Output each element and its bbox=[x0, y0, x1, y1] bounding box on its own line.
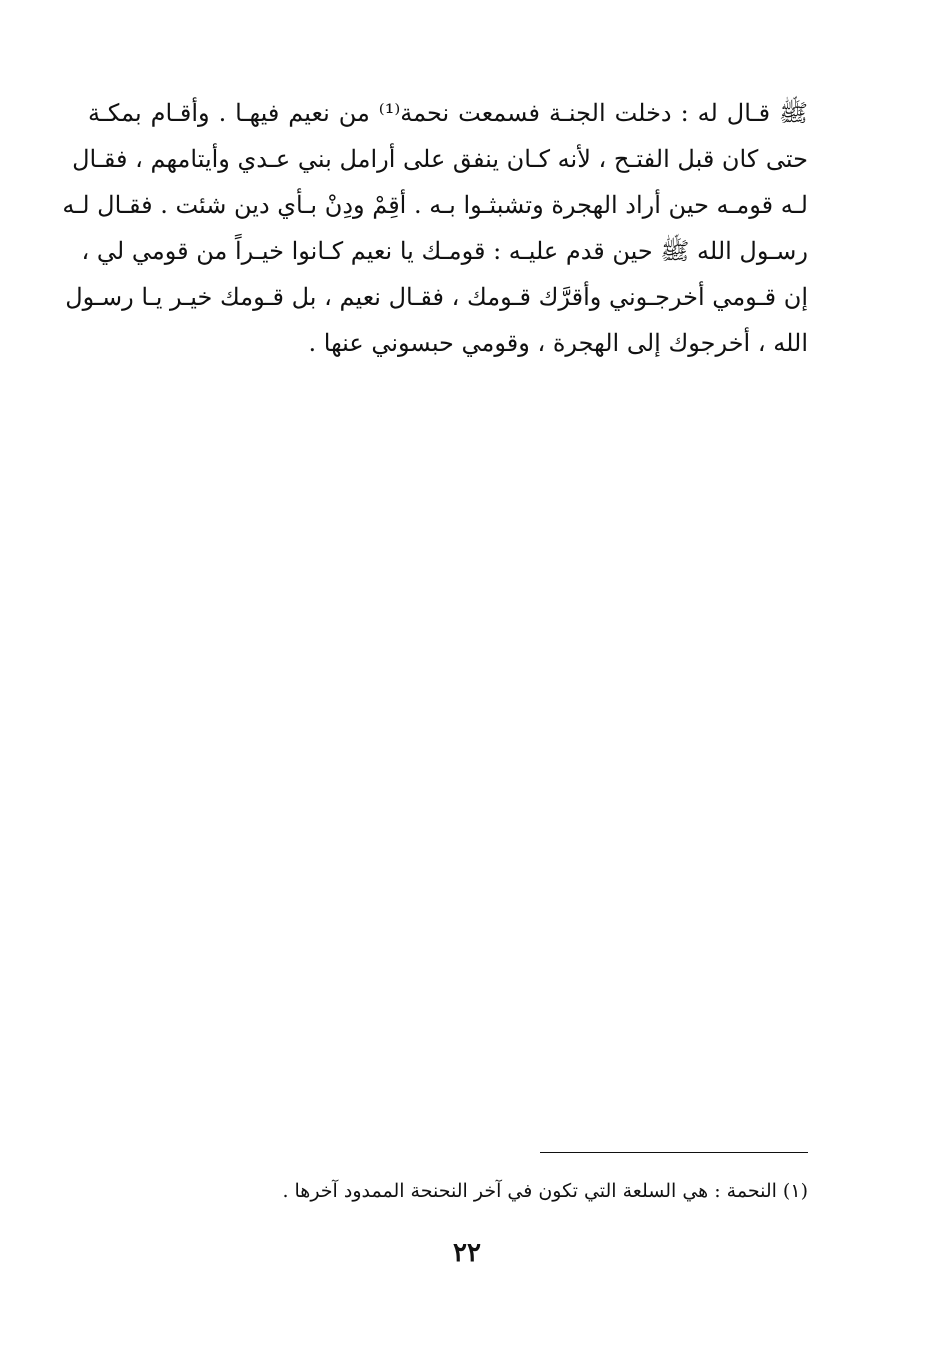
text-line: لـه قومـه حين أراد الهجرة وتشبثـوا بـه . أقِمْ ودِنْ بـأي دين شئت . فقـال لـه bbox=[62, 191, 808, 219]
footnote-divider bbox=[540, 1152, 808, 1153]
text-line: حتى كان قبل الفتـح ، لأنه كـان ينفق على أرامل بني عـدي وأيتامهم ، فقـال bbox=[72, 145, 808, 173]
text-line: إن قـومي أخرجـوني وأقرَّك قـومك ، فقـال نعيم ، بل قـومك خيـر يـا رسـول bbox=[65, 283, 808, 311]
text-line: ﷺ قـال له : دخلت الجنـة فسمعت نحمة⁽¹⁾ من نعيم فيهـا . وأقـام بمكـة bbox=[88, 99, 809, 127]
page-number: ٢٢ bbox=[453, 1238, 481, 1268]
footnote: (١) النحمة : هي السلعة التي تكون في آخر النحنحة الممدود آخرها . bbox=[282, 1180, 808, 1202]
text-line: الله ، أخرجوك إلى الهجرة ، وقومي حبسوني عنها . bbox=[308, 329, 808, 357]
main-text bbox=[62, 90, 809, 366]
text-line: رسـول الله ﷺ حين قدم عليـه : قومـك يا نعيم كـانوا خيـراً من قومي لي ، bbox=[81, 237, 808, 265]
